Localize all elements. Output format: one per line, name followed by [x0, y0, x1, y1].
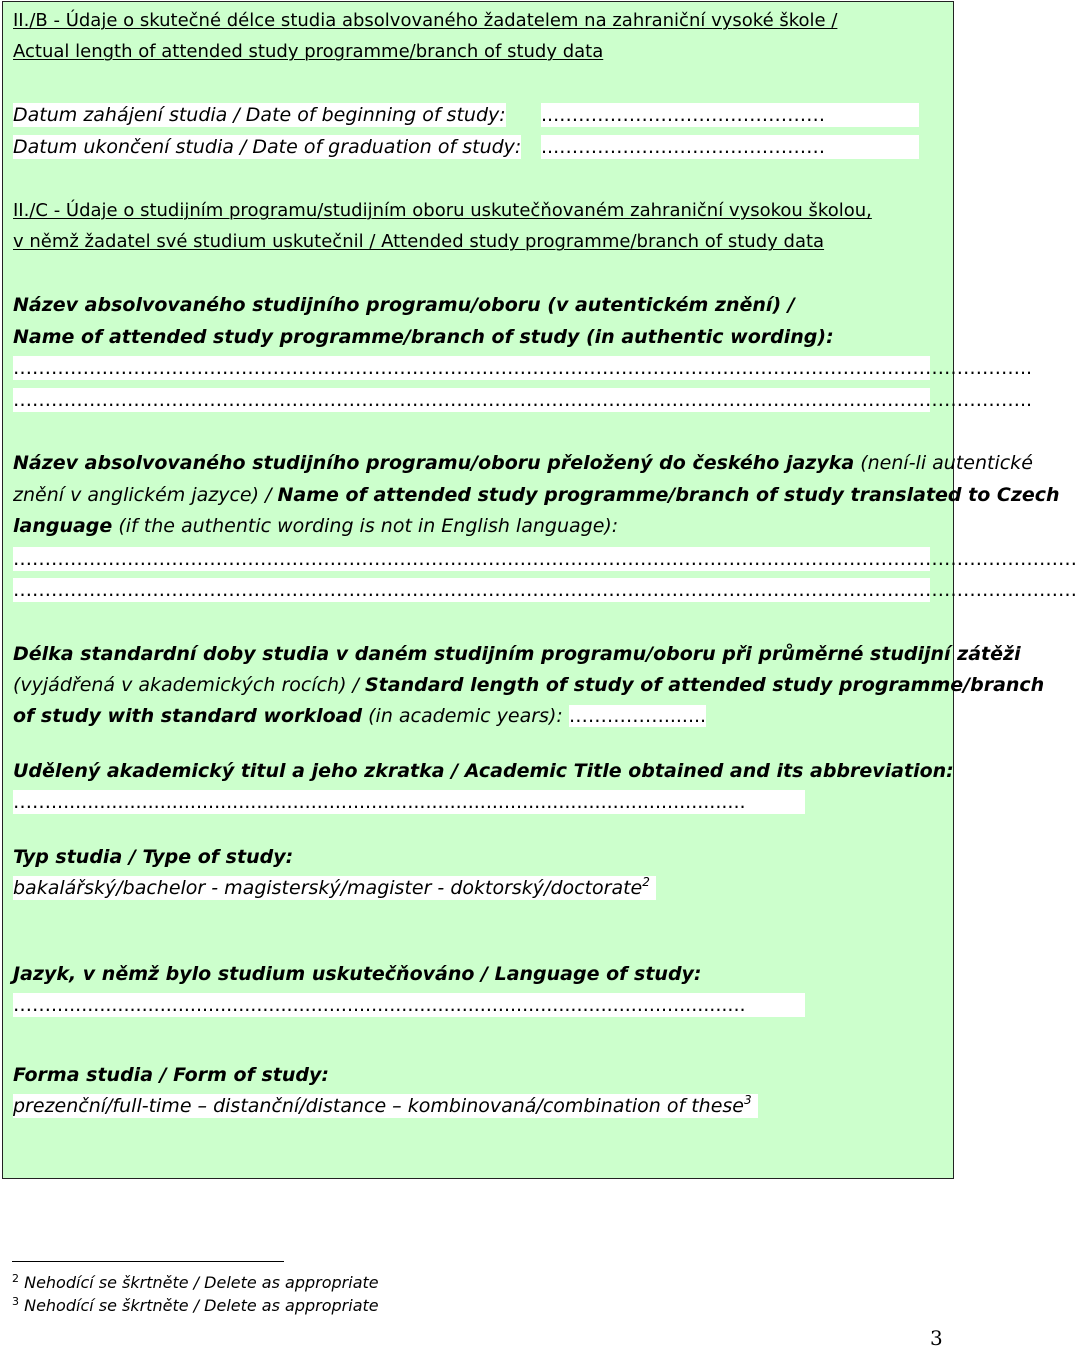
footnote-3	[12, 1296, 379, 1316]
czech-name-label-cz: Název absolvovaného studijního programu/oboru přeložený do českého jazyka	[13, 452, 855, 474]
study-language-label: Jazyk, v němž bylo studium uskutečňováno / Language of study:	[13, 963, 702, 985]
page-number: 3	[930, 1326, 943, 1350]
study-length-field[interactable]: …………….......	[568, 705, 707, 727]
czech-name-label-line3	[13, 514, 618, 538]
authentic-name-label-line2: Name of attended study programme/branch of study (in authentic wording):	[13, 326, 834, 348]
study-length-label-unit: (in academic years):	[362, 705, 569, 727]
czech-name-label-language: language	[13, 515, 113, 537]
footnote-2-number: 2	[12, 1272, 19, 1285]
study-length-label-line2	[13, 673, 1044, 697]
academic-title-label: Udělený akademický titul a jeho zkratka / Academic Title obtained and its abbreviation:	[13, 760, 954, 782]
study-language-field[interactable]: ……...................................................................................................................	[13, 993, 805, 1017]
czech-name-label-line1	[13, 451, 1033, 475]
footnote-2-text: Nehodící se škrtněte / Delete as appropriate	[24, 1273, 379, 1292]
section-c-heading-line2: v němž žadatel své studium uskutečnil / Attended study programme/branch of study data	[13, 231, 825, 252]
footnote-3-number: 3	[12, 1295, 19, 1308]
czech-name-label-note-2: znění v anglickém jazyce) /	[13, 484, 278, 506]
section-b-heading-line2: Actual length of attended study programme/branch of study data	[13, 41, 604, 62]
section-b-heading-line1: II./B - Údaje o skutečné délce studia absolvovaného žadatelem na zahraniční vysoké škole /	[13, 10, 838, 31]
study-length-label-line1: Délka standardní doby studia v daném studijním programu/oboru při průměrné studijní zátěži	[13, 643, 1021, 665]
start-date-label: Datum zahájení studia / Date of beginning of study:	[13, 104, 506, 126]
czech-name-field-line1[interactable]: ……………………………………………………………………………………………………………………………………………………	[13, 548, 1077, 570]
footnote-3-text: Nehodící se škrtněte / Delete as appropriate	[24, 1296, 379, 1315]
end-date-label: Datum ukončení studia / Date of graduation of study:	[13, 136, 522, 158]
study-type-label: Typ studia / Type of study:	[13, 846, 294, 868]
authentic-name-field-line1[interactable]: ……………………………………………………………………………………………………………………………………………..	[13, 357, 1033, 379]
authentic-name-field-line2[interactable]: ……………………………………………………………………………………………………………………………………………..	[13, 389, 1033, 411]
academic-title-field[interactable]: ……...................................................................................................................	[13, 790, 805, 814]
study-type-options[interactable]	[13, 876, 656, 900]
study-length-label-en-2: of study with standard workload	[13, 705, 363, 727]
czech-name-label-line2	[13, 483, 1060, 507]
footnote-ref-3: 3	[744, 1093, 752, 1107]
study-form-label: Forma studia / Form of study:	[13, 1064, 329, 1086]
footnote-ref-2: 2	[642, 875, 650, 889]
study-form-options[interactable]	[13, 1094, 758, 1118]
study-length-label-cz-note: (vyjádřená v akademických rocích) /	[13, 674, 365, 696]
czech-name-field-line2[interactable]: ……………………………………………………………………………………………………………………………………………………	[13, 579, 1077, 601]
footnote-2	[12, 1273, 379, 1293]
czech-name-label-en-note: (if the authentic wording is not in English language):	[112, 515, 619, 537]
footnote-separator	[12, 1261, 284, 1262]
study-length-label-line3	[13, 704, 706, 728]
end-date-field[interactable]: ...……………………………………	[541, 135, 919, 159]
czech-name-label-en: Name of attended study programme/branch of study translated to Czech	[277, 484, 1060, 506]
study-length-label-en: Standard length of study of attended study programme/branch	[364, 674, 1045, 696]
start-date-field[interactable]: ...……………………………………	[541, 103, 919, 127]
study-type-options-text: bakalářský/bachelor - magisterský/magister - doktorský/doctorate	[13, 877, 643, 899]
study-form-options-text: prezenční/full-time – distanční/distance – kombinovaná/combination of these	[13, 1095, 744, 1117]
czech-name-label-note: (není-li autentické	[854, 452, 1033, 474]
section-c-heading-line1: II./C - Údaje o studijním programu/studijním oboru uskutečňovaném zahraniční vysokou školou,	[13, 200, 872, 221]
authentic-name-label-line1: Název absolvovaného studijního programu/oboru (v autentickém znění) /	[13, 294, 795, 316]
